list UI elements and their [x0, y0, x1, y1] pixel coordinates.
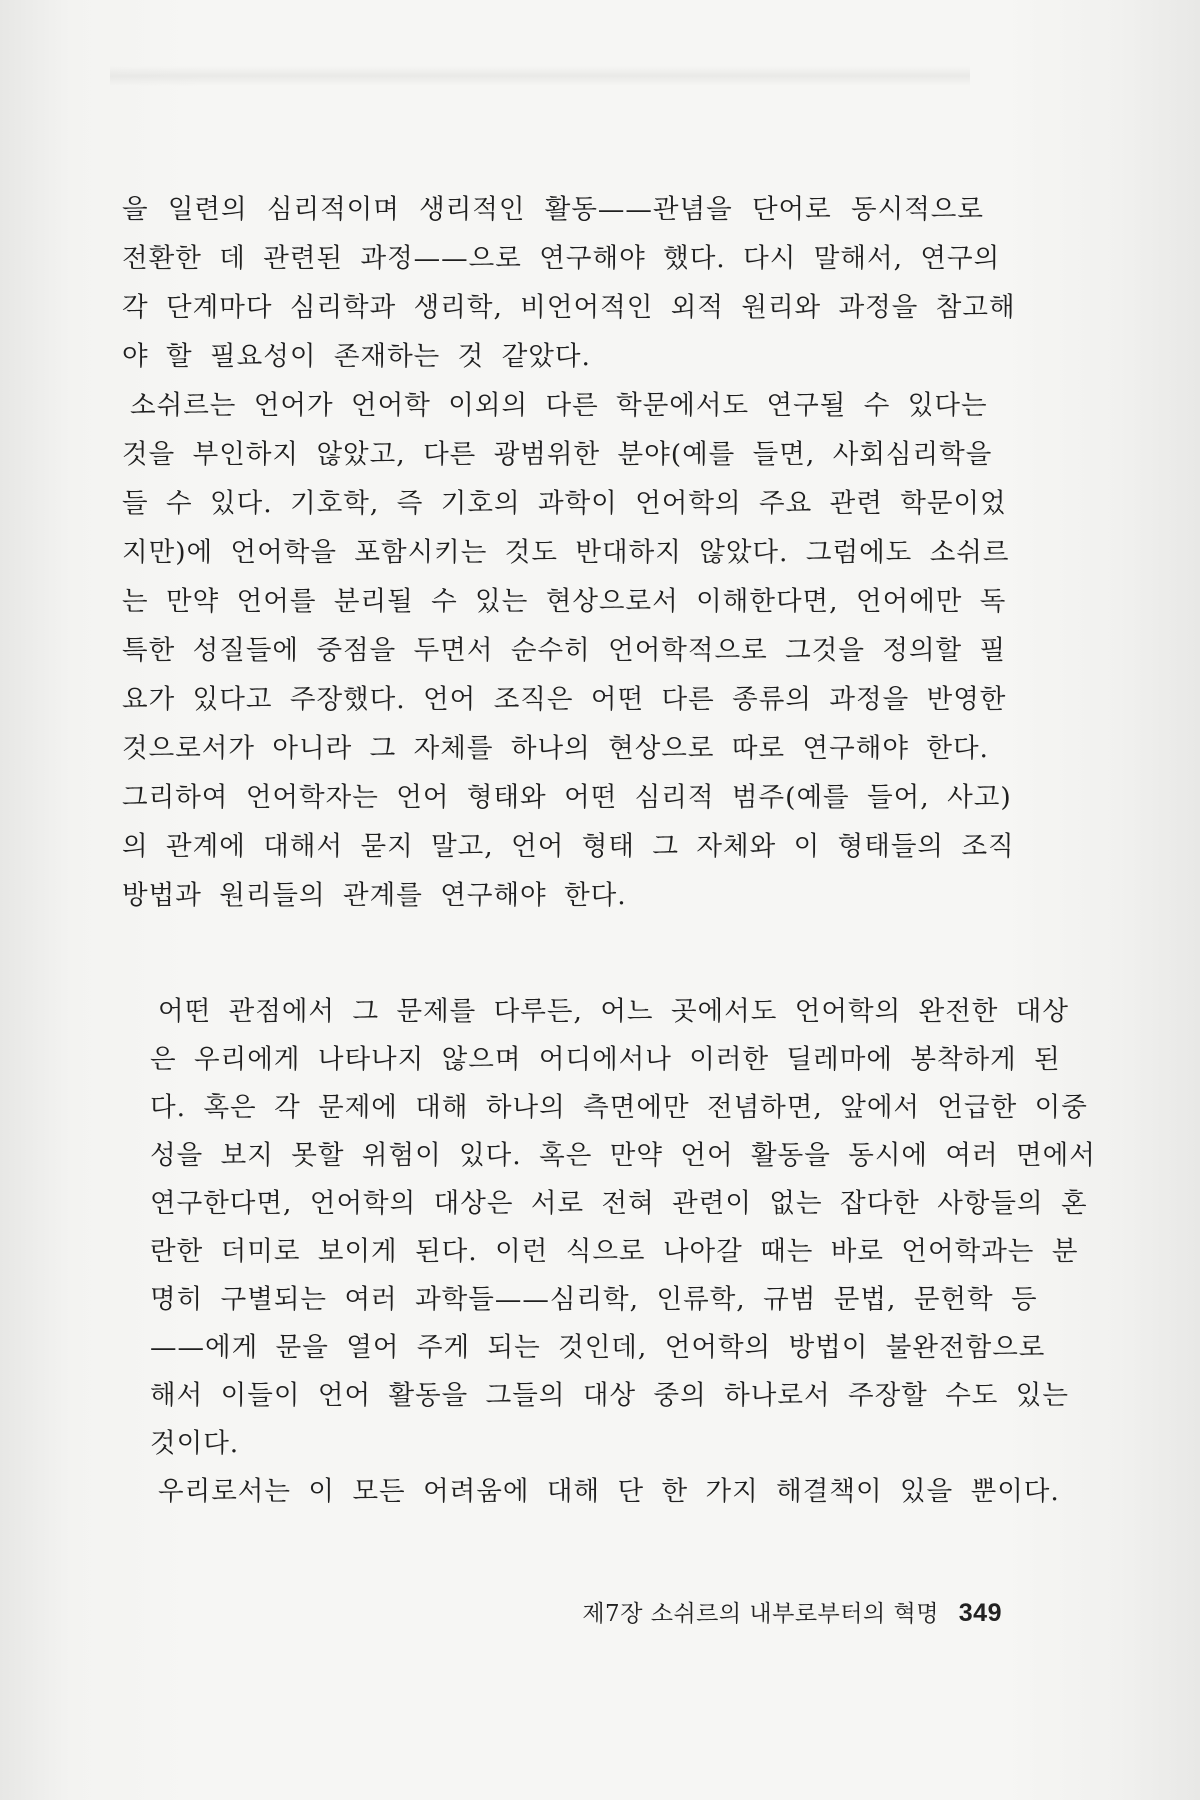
- main-line-7: 들 수 있다. 기호학, 즉 기호의 과학이 언어학의 주요 관련 학문이었: [122, 488, 1007, 519]
- quote-line-10: 것이다.: [150, 1428, 240, 1459]
- block-quote: [150, 988, 1096, 1516]
- main-line-3: 각 단계마다 심리학과 생리학, 비언어적인 외적 원리와 과정을 참고해: [122, 292, 1016, 323]
- quote-line-2: 은 우리에게 나타나지 않으며 어디에서나 이러한 딜레마에 봉착하게 된: [150, 1044, 1061, 1075]
- main-line-4: 야 할 필요성이 존재하는 것 같았다.: [122, 341, 591, 372]
- quote-line-3: 다. 혹은 각 문제에 대해 하나의 측면에만 전념하면, 앞에서 언급한 이중: [150, 1092, 1088, 1123]
- quote-line-4: 성을 보지 못할 위험이 있다. 혹은 만약 언어 활동을 동시에 여러 면에서: [150, 1140, 1096, 1171]
- main-line-2: 전환한 데 관련된 과정——으로 연구해야 했다. 다시 말해서, 연구의: [122, 243, 1001, 274]
- quote-line-8: ——에게 문을 열어 주게 되는 것인데, 언어학의 방법이 불완전함으로: [150, 1332, 1046, 1363]
- main-line-11: 요가 있다고 주장했다. 언어 조직은 어떤 다른 종류의 과정을 반영한: [122, 684, 1007, 715]
- page-footer: [582, 1595, 1002, 1628]
- main-line-13: 그리하여 언어학자는 언어 형태와 어떤 심리적 범주(예를 들어, 사고): [122, 782, 1012, 813]
- main-line-14: 의 관계에 대해서 묻지 말고, 언어 형태 그 자체와 이 형태들의 조직: [122, 831, 1015, 862]
- quote-line-7: 명히 구별되는 여러 과학들——심리학, 인류학, 규범 문법, 문헌학 등: [150, 1284, 1038, 1315]
- page-number: 349: [958, 1599, 1002, 1627]
- main-line-10: 특한 성질들에 중점을 두면서 순수히 언어학적으로 그것을 정의할 필: [122, 635, 1007, 666]
- quote-line-5: 연구한다면, 언어학의 대상은 서로 전혀 관련이 없는 잡다한 사항들의 혼: [150, 1188, 1088, 1219]
- main-line-9: 는 만약 언어를 분리될 수 있는 현상으로서 이해한다면, 언어에만 독: [122, 586, 1007, 617]
- main-line-5: 소쉬르는 언어가 언어학 이외의 다른 학문에서도 연구될 수 있다는: [130, 390, 988, 421]
- main-line-6: 것을 부인하지 않았고, 다른 광범위한 분야(예를 들면, 사회심리학을: [122, 439, 993, 470]
- scan-shadow: [110, 66, 970, 86]
- quote-line-9: 해서 이들이 언어 활동을 그들의 대상 중의 하나로서 주장할 수도 있는: [150, 1380, 1070, 1411]
- main-line-8: 지만)에 언어학을 포함시키는 것도 반대하지 않았다. 그럼에도 소쉬르: [122, 537, 1010, 568]
- quote-line-6: 란한 더미로 보이게 된다. 이런 식으로 나아갈 때는 바로 언어학과는 분: [150, 1236, 1079, 1267]
- quote-line-1: 어떤 관점에서 그 문제를 다루든, 어느 곳에서도 언어학의 완전한 대상: [158, 996, 1070, 1027]
- main-line-1: 을 일련의 심리적이며 생리적인 활동——관념을 단어로 동시적으로: [122, 194, 984, 225]
- running-head: 제7장 소쉬르의 내부로부터의 혁명: [582, 1601, 939, 1627]
- main-line-12: 것으로서가 아니라 그 자체를 하나의 현상으로 따로 연구해야 한다.: [122, 733, 989, 764]
- quote-line-11: 우리로서는 이 모든 어려움에 대해 단 한 가지 해결책이 있을 뿐이다.: [158, 1476, 1060, 1507]
- main-body-text: [122, 185, 1016, 920]
- main-line-15: 방법과 원리들의 관계를 연구해야 한다.: [122, 880, 627, 911]
